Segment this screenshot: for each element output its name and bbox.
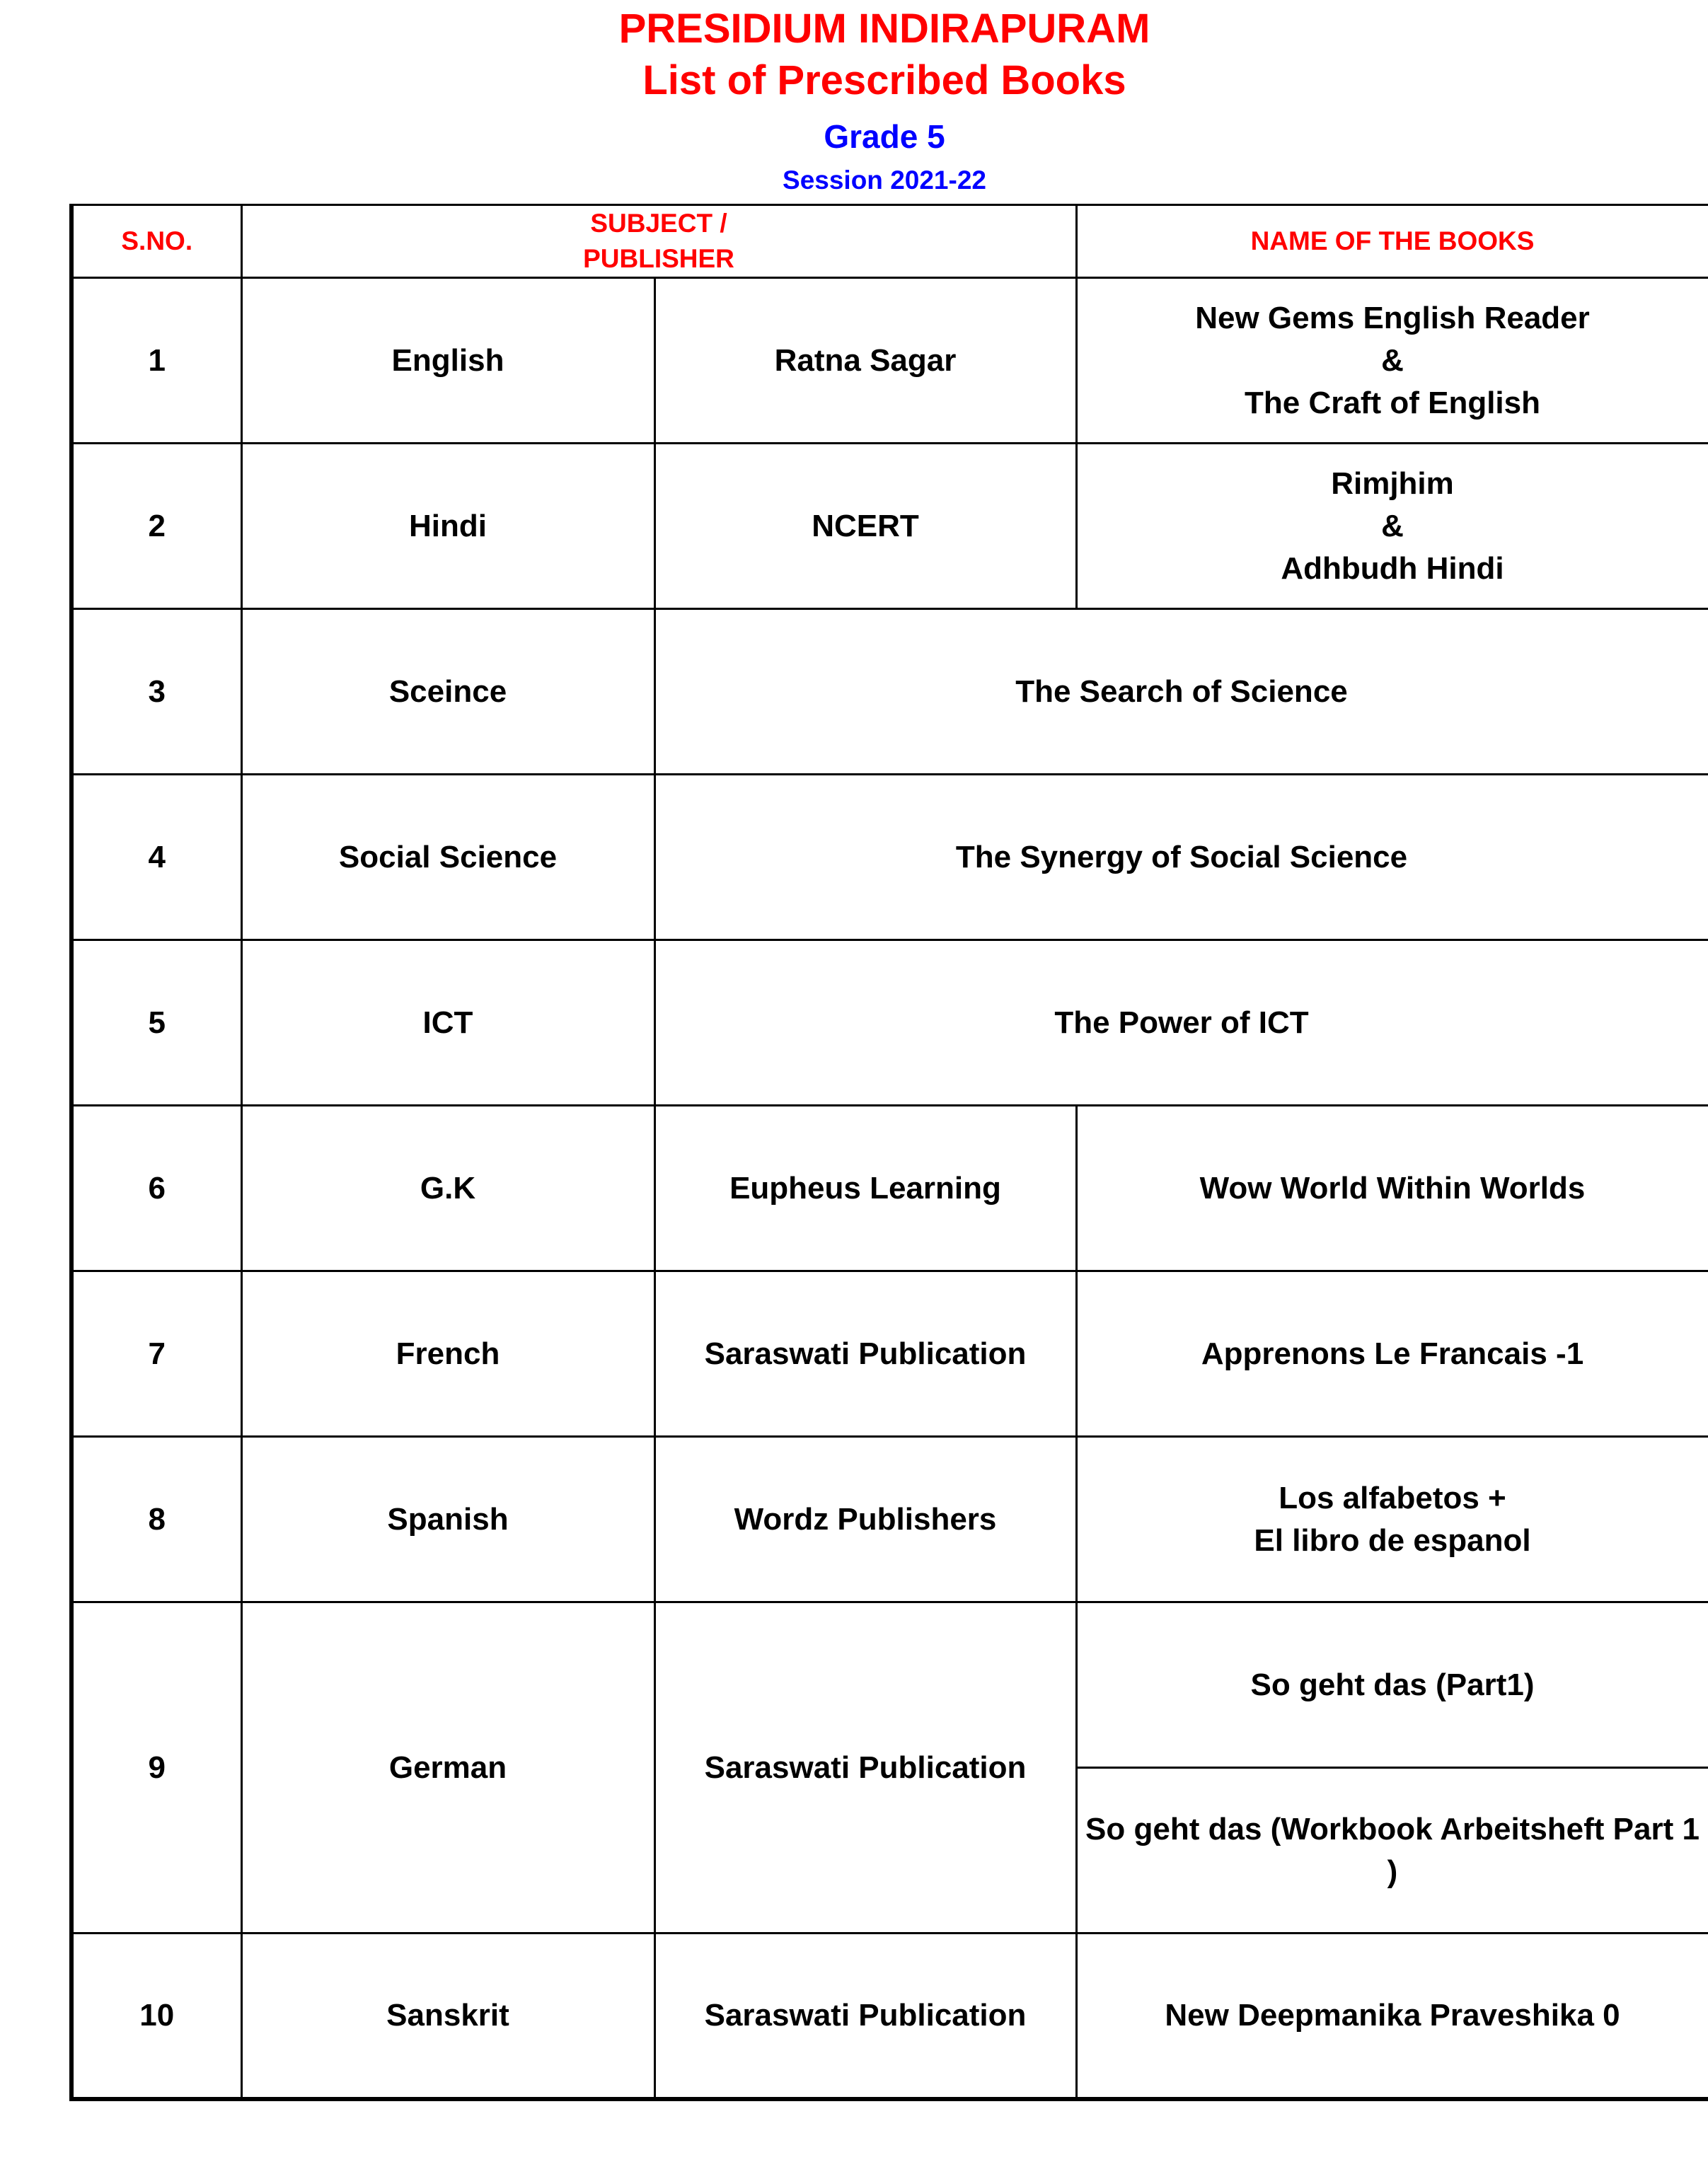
cell-subject: English	[241, 278, 654, 444]
book-title: The Craft of English	[1245, 385, 1540, 420]
cell-subject: French	[241, 1271, 654, 1437]
cell-sno: 5	[71, 940, 241, 1106]
table-row	[71, 609, 1708, 775]
cell-books	[1076, 1437, 1708, 1602]
cell-books: So geht das (Part1)	[1076, 1602, 1708, 1768]
cell-sno: 3	[71, 609, 241, 775]
col-header-publisher: PUBLISHER	[583, 244, 734, 273]
cell-publisher: Ratna Sagar	[654, 278, 1076, 444]
cell-publisher: NCERT	[654, 444, 1076, 609]
cell-books: The Search of Science	[654, 609, 1708, 775]
cell-books: The Synergy of Social Science	[654, 775, 1708, 940]
cell-books	[1076, 444, 1708, 609]
cell-books: Wow World Within Worlds	[1076, 1106, 1708, 1271]
table-row	[71, 1437, 1708, 1602]
cell-publisher: Saraswati Publication	[654, 1271, 1076, 1437]
cell-sno: 4	[71, 775, 241, 940]
col-header-sno: S.NO.	[71, 205, 241, 278]
book-separator: &	[1381, 342, 1404, 378]
cell-subject: ICT	[241, 940, 654, 1106]
cell-subject: Sanskrit	[241, 1934, 654, 2099]
cell-publisher: Saraswati Publication	[654, 1934, 1076, 2099]
cell-sno: 7	[71, 1271, 241, 1437]
school-name: PRESIDIUM INDIRAPURAM	[618, 6, 1150, 52]
cell-sno: 1	[71, 278, 241, 444]
cell-sno: 9	[71, 1602, 241, 1934]
table-row	[71, 775, 1708, 940]
cell-subject: Spanish	[241, 1437, 654, 1602]
table-row	[71, 444, 1708, 609]
table-row	[71, 1602, 1708, 1768]
book-title: Los alfabetos +	[1279, 1480, 1506, 1515]
cell-books: Apprenons Le Francais -1	[1076, 1271, 1708, 1437]
grade-label: Grade 5	[824, 118, 945, 155]
cell-publisher: Saraswati Publication	[654, 1602, 1076, 1934]
cell-sno: 10	[71, 1934, 241, 2099]
session-label: Session 2021-22	[783, 166, 986, 195]
cell-sno: 6	[71, 1106, 241, 1271]
col-header-subject: SUBJECT /	[590, 209, 727, 238]
book-separator: &	[1381, 508, 1404, 543]
book-title: Adhbudh Hindi	[1281, 550, 1504, 586]
cell-books: So geht das (Workbook Arbeitsheft Part 1 )	[1076, 1768, 1708, 1934]
cell-subject: Hindi	[241, 444, 654, 609]
prescribed-books-table	[69, 204, 1708, 2101]
cell-sno: 8	[71, 1437, 241, 1602]
table-row	[71, 1271, 1708, 1437]
cell-subject: Sceince	[241, 609, 654, 775]
col-header-books: NAME OF THE BOOKS	[1076, 205, 1708, 278]
cell-sno: 2	[71, 444, 241, 609]
document-title: List of Prescribed Books	[642, 57, 1126, 103]
book-title: New Gems English Reader	[1195, 300, 1590, 335]
book-title: Rimjhim	[1331, 466, 1454, 501]
cell-subject: German	[241, 1602, 654, 1934]
table-header-row	[71, 205, 1708, 278]
table-row	[71, 278, 1708, 444]
table-row	[71, 1106, 1708, 1271]
cell-books: New Deepmanika Praveshika 0	[1076, 1934, 1708, 2099]
cell-publisher: Eupheus Learning	[654, 1106, 1076, 1271]
col-header-subject-publisher	[241, 205, 1076, 278]
cell-subject: G.K	[241, 1106, 654, 1271]
cell-subject: Social Science	[241, 775, 654, 940]
cell-books: The Power of ICT	[654, 940, 1708, 1106]
table-row	[71, 940, 1708, 1106]
book-title: El libro de espanol	[1254, 1522, 1531, 1558]
cell-publisher: Wordz Publishers	[654, 1437, 1076, 1602]
table-row	[71, 1934, 1708, 2099]
cell-books	[1076, 278, 1708, 444]
